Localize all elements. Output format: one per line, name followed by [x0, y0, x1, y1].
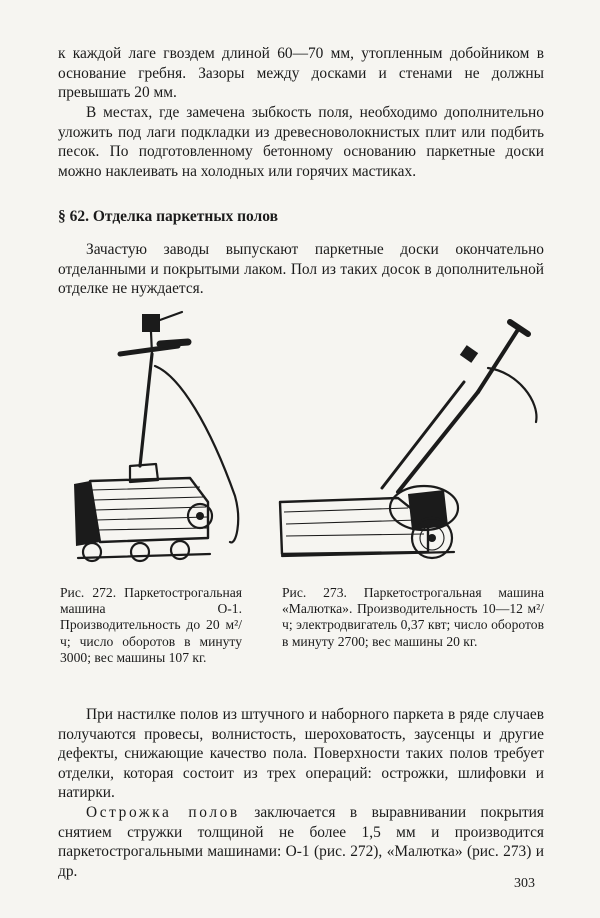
figure-272 [60, 306, 250, 578]
term-ostrozhka: Острожка полов [86, 804, 240, 821]
paragraph-5-text: заключается в выравнивании покрытия снятием стружки толщиной не более 1,5 мм и производится паркетострогальными машинами: О-1 (рис. 272), «Малютка» (рис. 273) и др. [58, 804, 544, 880]
page-number: 303 [514, 876, 535, 891]
paragraph-2: В местах, где замечена зыбкость поля, необходимо дополнительно уложить под лаги подкладки из древесноволокнистых плит или подбить песок. По подготовленному бетонному основанию паркетные доски можно наклеивать на холодных или горячих мастиках. [58, 104, 544, 180]
paragraph-5 [58, 803, 544, 881]
parquet-planer-o1-icon [60, 306, 250, 578]
paragraph-3: Зачастую заводы выпускают паркетные доски окончательно отделанными и покрытыми лаком. Пол из таких досок в дополнительной отделке не нуждается. [58, 241, 544, 298]
figure-273-caption: Рис. 273. Паркетострогальная машина «Малютка». Производительность 10—12 м²/ч; электродвигатель 0,37 квт; число оборотов в минуту 2700; вес машины 20 кг. [282, 585, 544, 649]
paragraph-1: к каждой лаге гвоздем длиной 60—70 мм, утопленным добойником в основание гребня. Зазоры между досками и стенами не должны превышать 20 мм. [58, 45, 544, 102]
figure-272-caption: Рис. 272. Паркетострогальная машина О-1. Производительность до 20 м²/ч; число оборотов в минуту 3000; вес машины 107 кг. [60, 585, 242, 665]
figure-273 [278, 312, 544, 578]
paragraph-4: При настилке полов из штучного и наборного паркета в ряде случаев получаются провесы, волнистость, шероховатость, заусенцы и другие дефекты, снижающие качество пола. Поверхности таких полов требует отделки, которая состоит из трех операций: острожки, шлифовки и натирки. [58, 706, 544, 802]
section-heading: § 62. Отделка паркетных полов [58, 208, 278, 225]
parquet-planer-malyutka-icon [278, 312, 544, 578]
